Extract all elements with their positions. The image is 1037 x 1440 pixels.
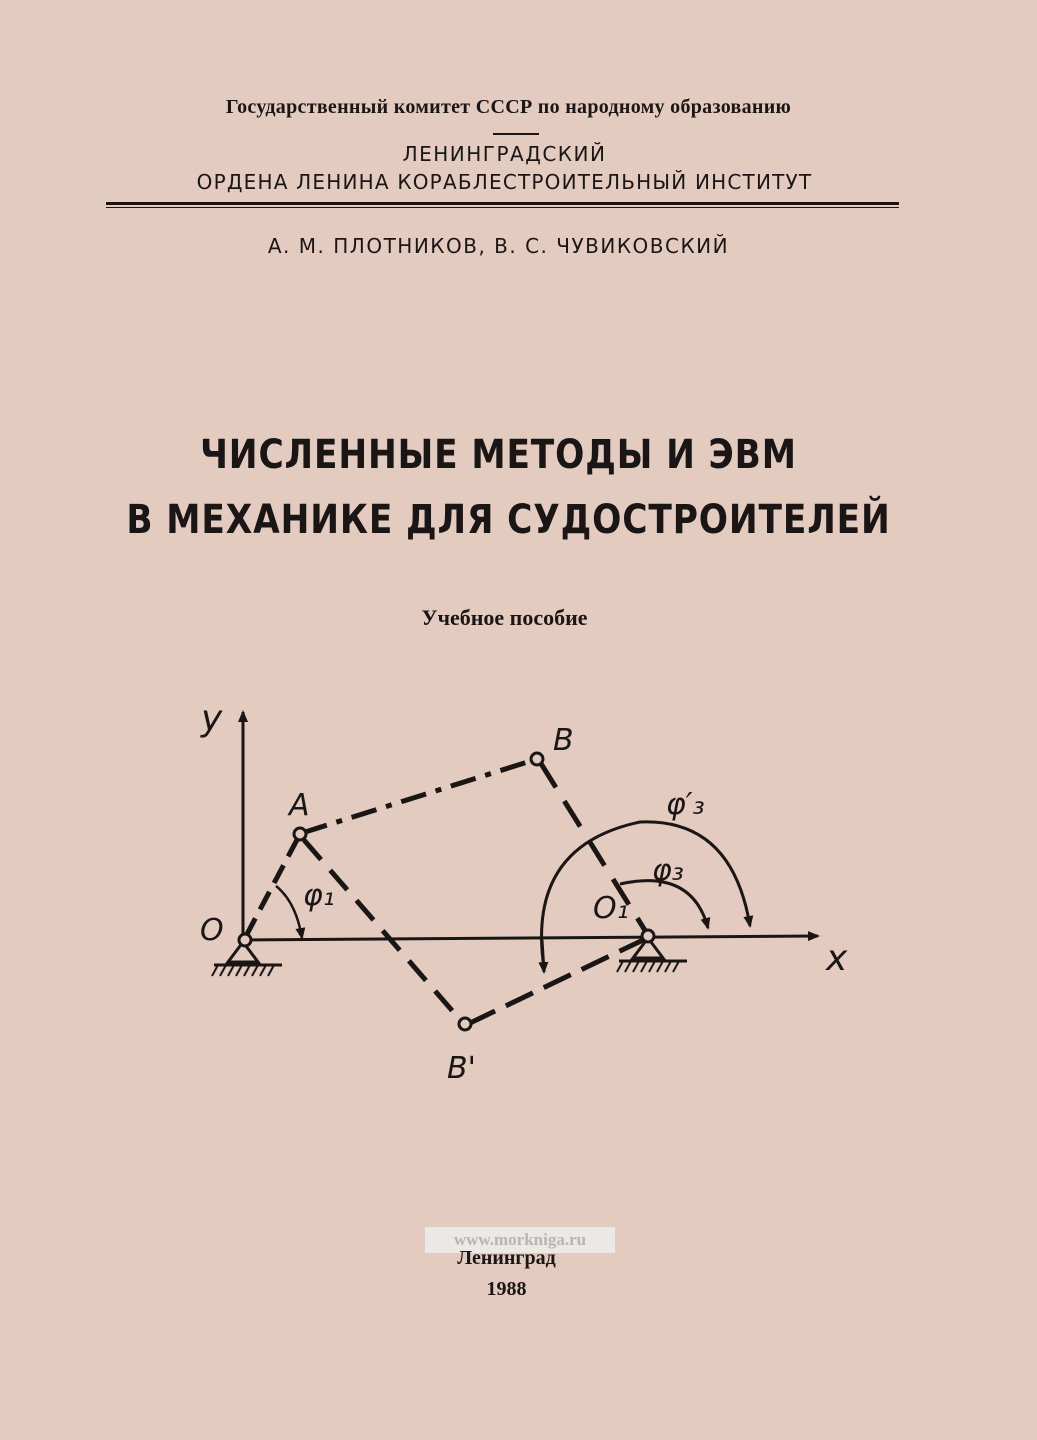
support-o1: [617, 938, 687, 972]
label-o1: O₁: [593, 891, 629, 926]
label-b-prime: B': [447, 1051, 476, 1086]
book-title-line-1: ЧИСЛЕННЫЕ МЕТОДЫ И ЭВМ: [200, 432, 797, 478]
label-phi3: φ₃: [652, 853, 684, 888]
joint-o: [239, 934, 251, 946]
label-phi1: φ₁: [303, 878, 335, 913]
watermark: www.morkniga.ru: [425, 1227, 615, 1253]
arc-phi1: [276, 886, 302, 938]
label-phi3-prime: φ′₃: [666, 787, 705, 822]
book-title-line-2: В МЕХАНИКЕ ДЛЯ СУДОСТРОИТЕЛЕЙ: [126, 497, 891, 543]
label-b: B: [553, 723, 574, 758]
label-y-axis: y: [201, 698, 223, 739]
arc-phi3-prime: [542, 822, 750, 968]
arc-phi3-prime-tail: [542, 940, 544, 972]
authors: А. М. ПЛОТНИКОВ, В. С. ЧУВИКОВСКИЙ: [267, 234, 730, 258]
link-b-prime-o1: [468, 940, 643, 1024]
link-ab: [302, 760, 534, 833]
label-origin: O: [200, 913, 224, 948]
publication-city: Ленинград: [457, 1247, 556, 1269]
link-oa: [246, 836, 299, 936]
joint-b-prime: [459, 1018, 471, 1030]
joint-o1: [642, 930, 654, 942]
book-subtitle: Учебное пособие: [421, 605, 588, 630]
institute-line-2: ОРДЕНА ЛЕНИНА КОРАБЛЕСТРОИТЕЛЬНЫЙ ИНСТИТУТ: [196, 170, 813, 194]
publication-year: 1988: [486, 1278, 527, 1300]
joint-b: [531, 753, 543, 765]
institute-line-1: ЛЕНИНГРАДСКИЙ: [402, 142, 607, 166]
committee-line: Государственный комитет СССР по народному образованию: [225, 96, 792, 118]
label-a: A: [289, 788, 310, 823]
x-axis: [243, 936, 818, 940]
joint-a: [294, 828, 306, 840]
label-x-axis: x: [826, 938, 848, 979]
link-ab-prime: [304, 840, 462, 1022]
